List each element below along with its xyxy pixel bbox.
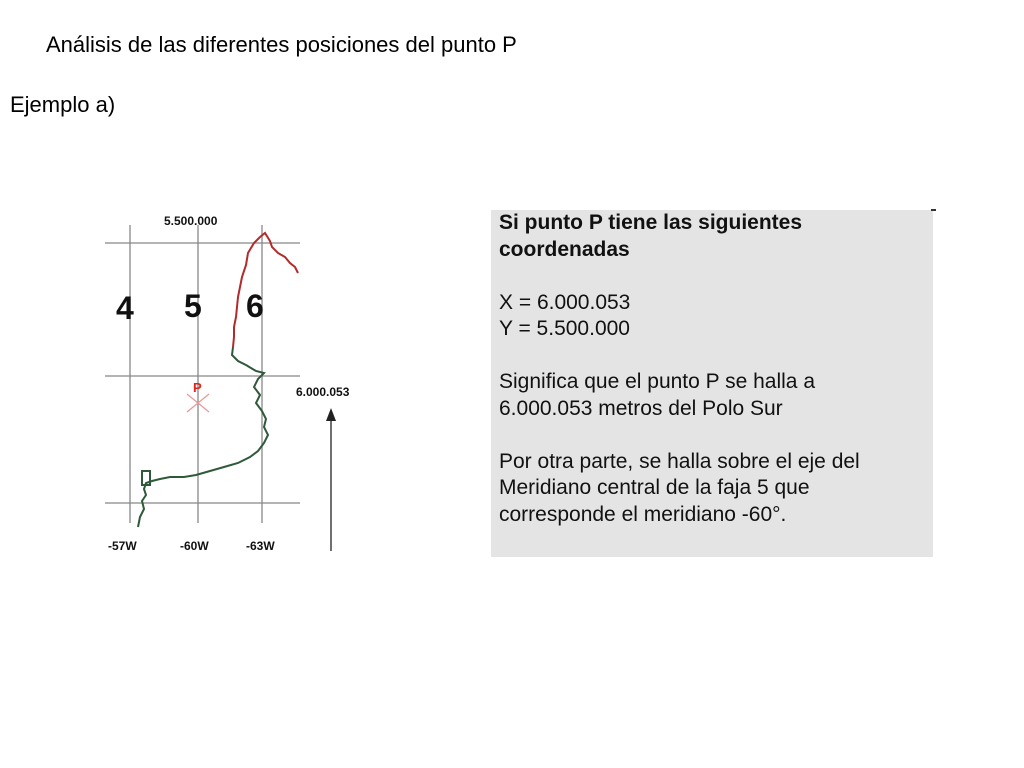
meaning-line-2: 6.000.053 metros del Polo Sur [499,396,783,420]
border-line-red [233,233,298,347]
x-coordinate-text: X = 6.000.053 [499,290,631,314]
meridian-line-2: Meridiano central de la faja 5 que [499,476,810,499]
meaning-paragraph [499,369,925,422]
coordinates-block [499,290,925,343]
northing-arrow-head [326,408,336,421]
heading-line-1: Si punto P tiene las siguientes [499,211,803,234]
zone-label-4: 4 [116,290,134,326]
meridian-label-57w: -57W [108,539,137,553]
meridian-label-60w: -60W [180,539,209,553]
zone-label-6: 6 [246,288,264,324]
meridian-paragraph [499,449,925,529]
y-coordinate-label: 6.000.053 [296,385,350,399]
grid-lines [105,225,300,523]
gauss-kruger-zone-map [100,205,380,565]
explanation-heading [499,210,925,263]
meaning-line-1: Significa que el punto P se halla a [499,370,816,393]
slide-title: Análisis de las diferentes posiciones del punto P [46,32,517,57]
box-edge-mark [931,209,936,211]
border-line-green [138,347,268,527]
point-p-label: P [193,380,202,395]
meridian-line-1: Por otra parte, se halla sobre el eje del [499,449,860,473]
heading-line-2: coordenadas [499,237,630,261]
slide-subtitle: Ejemplo a) [10,92,116,117]
zone-label-5: 5 [184,288,202,324]
y-coordinate-text: Y = 5.500.000 [499,317,630,340]
meridian-label-63w: -63W [246,539,275,553]
explanation-box [491,210,933,557]
top-coordinate-label: 5.500.000 [164,214,218,228]
meridian-line-3: corresponde el meridiano -60°. [499,502,787,526]
